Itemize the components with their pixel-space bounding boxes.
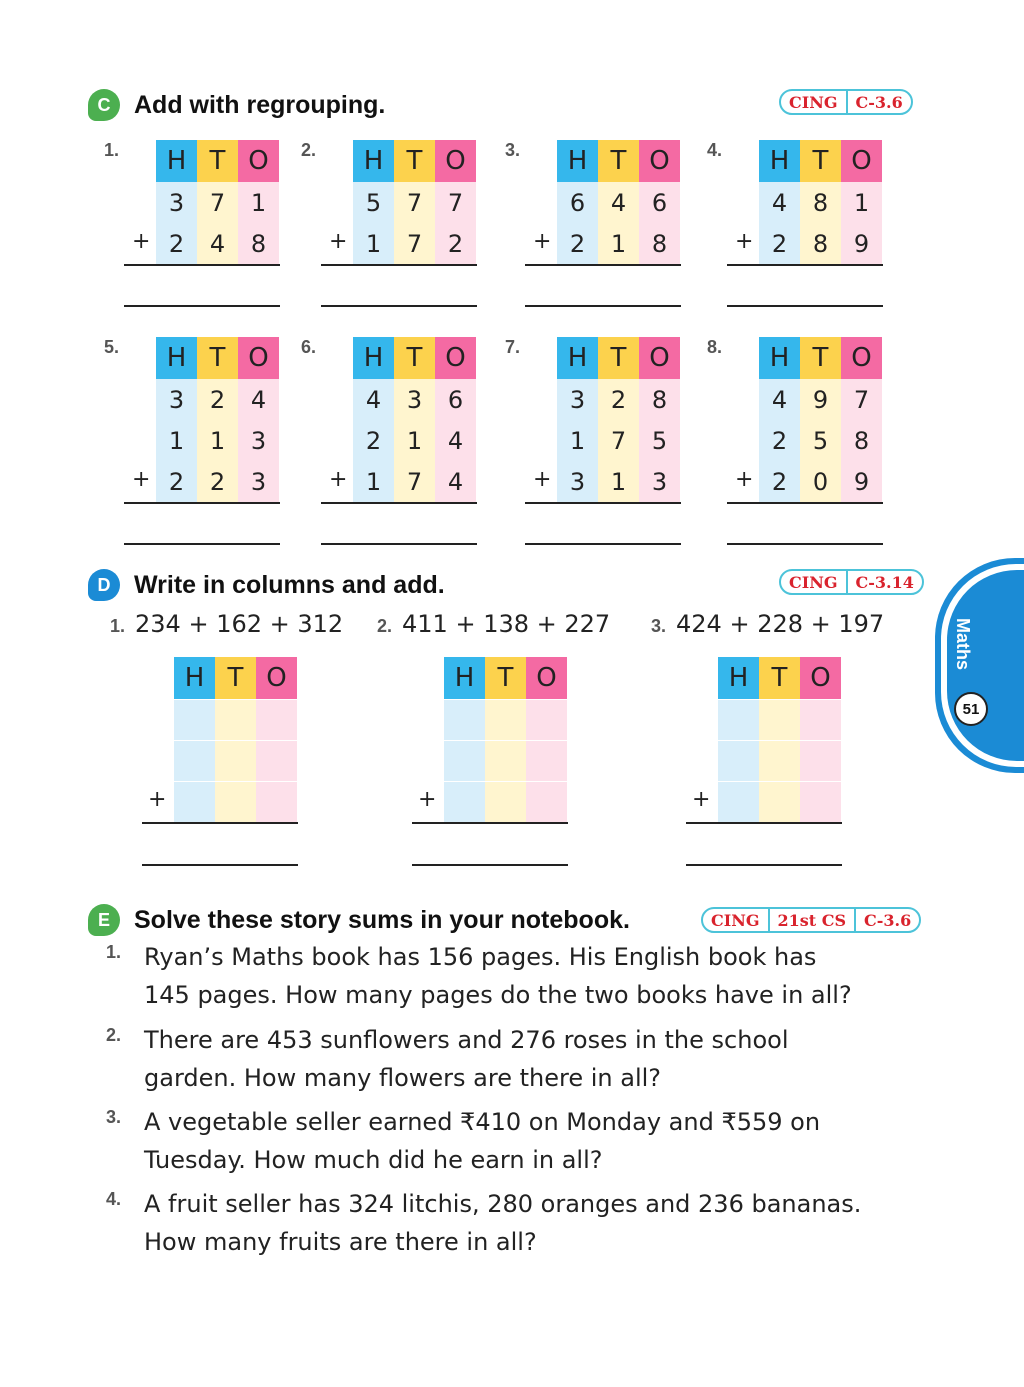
digit-cell: 1 <box>841 182 882 223</box>
column-header: T <box>197 337 238 379</box>
section-d-badge: D <box>88 569 120 601</box>
empty-cell <box>174 781 215 822</box>
digit-cell: 5 <box>353 182 394 223</box>
tag-cing: CING <box>789 92 838 112</box>
digit-cell: 9 <box>841 223 882 264</box>
story-line: garden. How many flowers are there in all? <box>144 1064 662 1092</box>
digit-cell: 4 <box>759 182 800 223</box>
column-header: O <box>526 657 567 699</box>
digit-cell: 6 <box>557 182 598 223</box>
section-d-tags <box>779 569 924 595</box>
tag-competency: C-3.6 <box>846 91 911 113</box>
digit-cell: 7 <box>435 182 476 223</box>
sum-rule <box>321 264 477 266</box>
digit-cell: 1 <box>197 420 238 461</box>
digit-cell: 7 <box>197 182 238 223</box>
plus-sign: + <box>533 229 552 254</box>
answer-line <box>142 864 298 866</box>
column-header: O <box>841 140 882 182</box>
digit-cell: 3 <box>557 461 598 502</box>
story-number: 3. <box>106 1107 122 1127</box>
story-line: There are 453 sunflowers and 276 roses in the school <box>144 1026 789 1054</box>
addition-problem <box>505 337 705 517</box>
column-header: T <box>215 657 256 699</box>
sum-rule <box>412 822 568 824</box>
digit-cell: 1 <box>598 461 639 502</box>
digit-cell: 7 <box>841 379 882 420</box>
story-line: Tuesday. How much did he earn in all? <box>144 1146 603 1174</box>
hto-grid <box>156 140 279 264</box>
column-header: O <box>639 140 680 182</box>
answer-line <box>727 305 883 307</box>
digit-cell: 2 <box>156 461 197 502</box>
sum-rule <box>124 264 280 266</box>
sum-rule <box>525 264 681 266</box>
empty-cell <box>485 781 526 822</box>
story-line: 145 pages. How many pages do the two books have in all? <box>144 981 852 1009</box>
digit-cell: 1 <box>353 223 394 264</box>
hto-grid <box>557 140 680 264</box>
digit-cell: 2 <box>156 223 197 264</box>
chapter-side-tab <box>935 558 1024 773</box>
addition-problem <box>104 337 304 517</box>
empty-cell <box>444 699 485 740</box>
story-line: A vegetable seller earned ₹410 on Monday and ₹559 on <box>144 1108 821 1136</box>
column-header: O <box>238 337 279 379</box>
hto-grid <box>444 657 567 822</box>
problem-number: 5. <box>104 337 120 357</box>
sum-rule <box>727 502 883 504</box>
digit-cell: 3 <box>639 461 680 502</box>
sum-rule <box>727 264 883 266</box>
digit-cell: 1 <box>394 420 435 461</box>
section-c-badge: C <box>88 89 120 121</box>
digit-cell: 1 <box>557 420 598 461</box>
column-header: T <box>485 657 526 699</box>
answer-line <box>525 305 681 307</box>
problem-number: 2. <box>301 140 317 160</box>
plus-sign: + <box>329 229 348 254</box>
digit-cell: 2 <box>759 223 800 264</box>
column-header: H <box>718 657 759 699</box>
digit-cell: 8 <box>639 379 680 420</box>
empty-cell <box>256 740 297 781</box>
problem-number: 4. <box>707 140 723 160</box>
column-header: O <box>639 337 680 379</box>
empty-cell <box>485 740 526 781</box>
section-d-header <box>88 568 445 602</box>
digit-cell: 9 <box>800 379 841 420</box>
empty-cell <box>718 699 759 740</box>
plus-sign: + <box>735 229 754 254</box>
column-header: O <box>435 140 476 182</box>
sum-rule <box>124 502 280 504</box>
digit-cell: 8 <box>800 223 841 264</box>
empty-cell <box>718 740 759 781</box>
empty-cell <box>759 699 800 740</box>
problem-expression: 411 + 138 + 227 <box>402 610 611 638</box>
digit-cell: 3 <box>156 379 197 420</box>
section-c-header <box>88 88 385 122</box>
answer-line <box>412 864 568 866</box>
answer-line <box>321 543 477 545</box>
section-c-tags <box>779 89 913 115</box>
digit-cell: 7 <box>598 420 639 461</box>
digit-cell: 9 <box>841 461 882 502</box>
addition-problem <box>301 337 501 517</box>
answer-line <box>727 543 883 545</box>
section-c-title: Add with regrouping. <box>134 90 386 119</box>
problem-number: 1. <box>110 616 126 636</box>
column-header: T <box>800 337 841 379</box>
hto-grid <box>718 657 841 822</box>
empty-cell <box>215 699 256 740</box>
empty-cell <box>800 781 841 822</box>
plus-sign: + <box>418 787 437 812</box>
section-e-tags <box>701 907 921 933</box>
digit-cell: 4 <box>759 379 800 420</box>
digit-cell: 3 <box>394 379 435 420</box>
answer-line <box>686 864 842 866</box>
story-problem <box>106 1185 906 1261</box>
tag-21st-cs: 21st CS <box>768 909 855 931</box>
answer-line <box>124 543 280 545</box>
digit-cell: 2 <box>759 420 800 461</box>
plus-sign: + <box>132 229 151 254</box>
column-header: T <box>800 140 841 182</box>
column-header: H <box>353 140 394 182</box>
hto-grid <box>353 140 476 264</box>
addition-problem <box>104 140 304 320</box>
empty-cell <box>444 740 485 781</box>
story-problem <box>106 938 906 1014</box>
addition-problem <box>301 140 501 320</box>
plus-sign: + <box>735 467 754 492</box>
tag-competency: C-3.6 <box>854 909 919 931</box>
story-number: 1. <box>106 942 122 962</box>
tag-competency: C-3.14 <box>846 571 922 593</box>
empty-cell <box>800 740 841 781</box>
digit-cell: 2 <box>557 223 598 264</box>
digit-cell: 7 <box>394 223 435 264</box>
column-header: O <box>841 337 882 379</box>
hto-grid <box>759 140 882 264</box>
digit-cell: 4 <box>353 379 394 420</box>
column-header: T <box>598 337 639 379</box>
column-header: H <box>156 140 197 182</box>
story-number: 2. <box>106 1025 122 1045</box>
empty-cell <box>215 740 256 781</box>
column-header: H <box>557 140 598 182</box>
problem-number: 3. <box>505 140 521 160</box>
digit-cell: 2 <box>759 461 800 502</box>
digit-cell: 3 <box>156 182 197 223</box>
digit-cell: 0 <box>800 461 841 502</box>
empty-cell <box>215 781 256 822</box>
digit-cell: 1 <box>598 223 639 264</box>
digit-cell: 8 <box>800 182 841 223</box>
tag-cing: CING <box>789 572 838 592</box>
page-number: 51 <box>954 692 988 726</box>
subject-label: Maths <box>953 618 973 671</box>
hto-grid <box>759 337 882 502</box>
problem-number: 7. <box>505 337 521 357</box>
addition-problem <box>707 337 907 517</box>
digit-cell: 7 <box>394 182 435 223</box>
digit-cell: 4 <box>598 182 639 223</box>
story-number: 4. <box>106 1189 122 1209</box>
digit-cell: 3 <box>557 379 598 420</box>
column-header: O <box>435 337 476 379</box>
digit-cell: 2 <box>197 379 238 420</box>
column-header: O <box>238 140 279 182</box>
sum-rule <box>525 502 681 504</box>
column-header: O <box>800 657 841 699</box>
digit-cell: 6 <box>639 182 680 223</box>
digit-cell: 5 <box>639 420 680 461</box>
digit-cell: 4 <box>238 379 279 420</box>
empty-cell <box>174 699 215 740</box>
problem-number: 2. <box>377 616 393 636</box>
section-d-title: Write in columns and add. <box>134 570 445 599</box>
answer-line <box>321 305 477 307</box>
sum-rule <box>142 822 298 824</box>
digit-cell: 3 <box>238 420 279 461</box>
column-header: H <box>759 140 800 182</box>
section-e-badge: E <box>88 904 120 936</box>
plus-sign: + <box>329 467 348 492</box>
column-header: T <box>394 337 435 379</box>
empty-cell <box>174 740 215 781</box>
sum-rule <box>321 502 477 504</box>
empty-cell <box>800 699 841 740</box>
answer-line <box>124 305 280 307</box>
column-header: T <box>197 140 238 182</box>
problem-number: 6. <box>301 337 317 357</box>
addition-problem <box>505 140 705 320</box>
column-problem <box>110 610 343 638</box>
column-header: H <box>444 657 485 699</box>
digit-cell: 7 <box>394 461 435 502</box>
column-header: H <box>174 657 215 699</box>
story-line: A fruit seller has 324 litchis, 280 oranges and 236 bananas. <box>144 1190 862 1218</box>
empty-cell <box>256 781 297 822</box>
section-e-header <box>88 903 630 937</box>
story-line: Ryan’s Maths book has 156 pages. His English book has <box>144 943 817 971</box>
empty-cell <box>759 781 800 822</box>
empty-cell <box>759 740 800 781</box>
digit-cell: 4 <box>435 420 476 461</box>
empty-cell <box>256 699 297 740</box>
story-line: How many fruits are there in all? <box>144 1228 537 1256</box>
problem-number: 8. <box>707 337 723 357</box>
addition-problem <box>707 140 907 320</box>
hto-grid <box>557 337 680 502</box>
story-problem <box>106 1021 906 1097</box>
empty-cell <box>485 699 526 740</box>
empty-cell <box>444 781 485 822</box>
digit-cell: 8 <box>639 223 680 264</box>
digit-cell: 8 <box>238 223 279 264</box>
problem-expression: 234 + 162 + 312 <box>135 610 344 638</box>
plus-sign: + <box>132 467 151 492</box>
digit-cell: 4 <box>197 223 238 264</box>
digit-cell: 2 <box>598 379 639 420</box>
hto-grid <box>156 337 279 502</box>
column-header: H <box>759 337 800 379</box>
empty-cell <box>718 781 759 822</box>
empty-cell <box>526 781 567 822</box>
digit-cell: 1 <box>353 461 394 502</box>
digit-cell: 1 <box>156 420 197 461</box>
problem-expression: 424 + 228 + 197 <box>676 610 885 638</box>
digit-cell: 1 <box>238 182 279 223</box>
column-header: T <box>394 140 435 182</box>
empty-cell <box>526 740 567 781</box>
problem-number: 3. <box>651 616 667 636</box>
digit-cell: 2 <box>435 223 476 264</box>
digit-cell: 3 <box>238 461 279 502</box>
plus-sign: + <box>692 787 711 812</box>
column-header: T <box>598 140 639 182</box>
hto-grid <box>353 337 476 502</box>
section-e-title: Solve these story sums in your notebook. <box>134 905 630 934</box>
column-header: T <box>759 657 800 699</box>
problem-number: 1. <box>104 140 120 160</box>
column-problem <box>377 610 610 638</box>
story-problem <box>106 1103 906 1179</box>
column-problem <box>651 610 884 638</box>
column-header: H <box>353 337 394 379</box>
digit-cell: 8 <box>841 420 882 461</box>
digit-cell: 4 <box>435 461 476 502</box>
column-header: O <box>256 657 297 699</box>
plus-sign: + <box>148 787 167 812</box>
digit-cell: 2 <box>197 461 238 502</box>
tag-cing: CING <box>711 910 760 930</box>
plus-sign: + <box>533 467 552 492</box>
digit-cell: 6 <box>435 379 476 420</box>
answer-line <box>525 543 681 545</box>
digit-cell: 2 <box>353 420 394 461</box>
hto-grid <box>174 657 297 822</box>
empty-cell <box>526 699 567 740</box>
sum-rule <box>686 822 842 824</box>
column-header: H <box>156 337 197 379</box>
digit-cell: 5 <box>800 420 841 461</box>
column-header: H <box>557 337 598 379</box>
